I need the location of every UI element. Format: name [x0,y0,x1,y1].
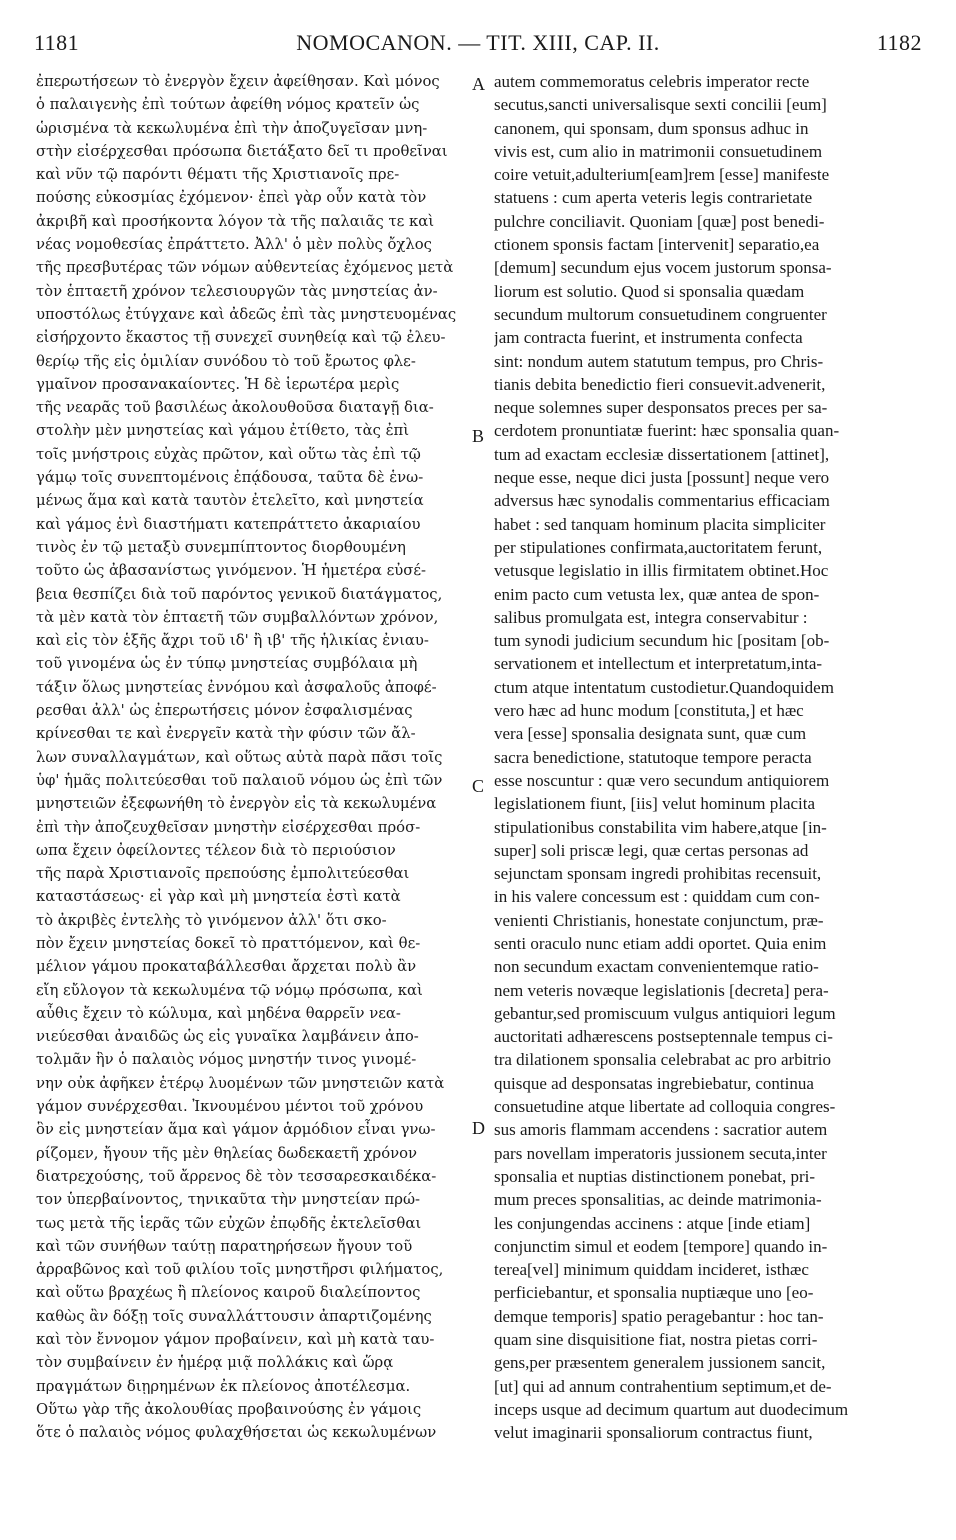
text-line: sponsalia et nuptias distinctionem ponebat, pri- [494,1166,816,1186]
text-line: tra dilationem sponsalia celebrabat ac pro arbitrio [494,1050,832,1070]
text-line: in his valere concessum est : quiddam cum con- [494,887,820,907]
text-line: καὶ τὸν ἔννομον γάμον προβαίνειν, καὶ μὴ κατὰ ταυ- [36,1331,435,1349]
text-line: non secundum exactam convenientemque ratio- [494,957,819,977]
text-line: tum synodi judicium secundum hic [positam [ob- [494,631,830,651]
text-line: pulchre conciliavit. Quoniam [quæ] post benedi- [494,211,825,231]
text-line: [ut] qui ad annum contrahentium septimum,et de- [494,1376,832,1396]
text-line: καὶ εἰς τὸν ἑξῆς ἄχρι τοῦ ιδ' ἢ ιβ' τῆς ἡλικίας ἐνιαυ- [36,632,429,650]
text-line: τῆς παρὰ Χριστιανοῖς πρεπούσης ἐμπολιτεύεσθαι [36,865,410,883]
text-line: καὶ τῶν συνήθων ταύτῃ παρατηρήσεων ἤγουν τοῦ [36,1237,413,1255]
greek-text-column [36,70,466,1445]
text-line: λων συναλλαγμάτων, καὶ οὕτως αὐτὰ παρὰ πᾶσι τοῖς [36,748,443,766]
text-line: ρεσθαι ἀλλ' ὡς ἐπερωτήσεις μόνον ἐσφαλισμένας [36,702,413,720]
text-line: τοῦτο ὡς ἀβασανίστως γινόμενον. Ἡ ἡμετέρα εὐσέ- [36,562,427,580]
text-line: sint: nondum autem statutum tempus, pro Chris- [494,351,824,371]
text-line: τῆς πρεσβυτέρας τῶν νόμων αὐθεντείας ἐχόμενος μετὰ [36,259,454,277]
text-line: gens,per præsentem generalem jussionem sancit, [494,1353,826,1373]
text-line: super] soli priscæ legi, quæ certas personas ad [494,840,809,860]
text-line: πραγμάτων διῃρημένων ἐκ πλείονος ἀποτέλεσμα. [36,1377,411,1395]
text-line: quisque ad desponsatas ingrebiebatur, continua [494,1073,814,1093]
section-marker-c: C [472,776,485,796]
section-marker-d: D [472,1118,485,1138]
text-line: τὰ μὲν κατὰ τὸν ἑπταετῆ τῶν συμβαλλόντων χρόνον, [36,608,439,626]
text-line: ὁ παλαιγενὴς ἐπὶ τούτων ἀφείθη νόμος κρατεῖν ὡς [36,96,420,114]
text-line: salibus promulgata est, integra conservabitur : [494,607,808,627]
text-line: ὑφ' ἡμᾶς πολιτεύεσθαι τοῦ παλαιοῦ νόμου ὡς ἐπὶ τῶν [36,771,443,789]
text-line: νιεύεσθαι ἀναιδῶς ὡς εἰς γυναῖκα λαμβάνειν ἀπο- [36,1028,419,1046]
text-line: adversus hæc synodalis commentarius efficaciam [494,491,830,511]
text-line: μνηστειῶν ἐξεφωνήθη τὸ ἐνεργὸν εἰς τὰ κεκωλυμένα [36,795,437,813]
text-line: tianis debita benedictio fieri consuevit.advenerit, [494,374,826,394]
text-line: γάμον συνέρχεσθαι. Ἰκνουμένου μέντοι τοῦ χρόνου [36,1098,424,1116]
text-line: κρίνεσθαι τε καὶ ἐνεργεῖν κατὰ τὴν φύσιν τῶν ἄλ- [36,725,416,743]
text-line: βεια θεσπίζει διὰ τοῦ παρόντος γενικοῦ διατάγματος, [36,585,443,603]
text-line: [demum] secundum ejus vocem justorum sponsa- [494,258,832,278]
text-line: νέας νομοθεσίας ἐπράττετο. Ἀλλ' ὁ μὲν πολὺς ὄχλος [36,236,432,254]
text-line: conjunctim simul et eodem [tempore] quando in- [494,1236,828,1256]
text-line: τως μετὰ τῆς ἱερᾶς τῶν εὐχῶν ἐπῳδῆς ἐκτελεῖσθαι [36,1214,422,1232]
text-line: cerdotem pronuntiatæ fuerint: hæc sponsalia quan- [494,421,840,441]
text-line: ἐπὶ τὴν ἀποζευχθεῖσαν μνηστὴν εἰσέρχεσθαι πρόσ- [36,818,421,836]
text-line: ὅτε ὁ παλαιὸς νόμος φυλαχθήσεται ὡς κεκωλυμένων [36,1424,437,1442]
text-line: μένως ἅμα καὶ κατὰ ταυτὸν ἐτελεῖτο, καὶ μνηστεία [36,492,424,510]
text-line: esse noscuntur : quæ vero secundum antiquiorem [494,770,830,790]
section-marker-a: A [472,74,485,94]
text-line: μέλιον γάμου προκαταβάλλεσθαι ἄρχεται πολὺ ἂν [36,958,417,976]
text-line: ἀκριβῆ καὶ προσήκοντα λόγον τὰ τῆς παλαιᾶς τε καὶ [36,212,435,230]
text-line: ἐπερωτήσεων τὸ ἐνεργὸν ἔχειν ἀφείθησαν. Καὶ μόνος [36,73,440,90]
text-line: τινὸς ἐν τῷ μεταξὺ συνεμπίπτοντος διορθουμένη [36,538,406,556]
text-line: ἀρραβῶνος καὶ τοῦ φιλίου τοῖς μνηστῆρσι φιλήματος, [36,1261,444,1279]
text-line: καὶ νῦν τῷ παρόντι θέματι τῆς Χριστιανοῖς πρε- [36,166,400,184]
text-line: neque esse, neque dici justa [possunt] neque vero [494,468,830,488]
text-line: venienti Christianis, honestate conjunctum, præ- [494,910,824,930]
text-line: καὶ γάμος ἑνὶ διαστήματι κατεπράττετο ἀκαριαίου [36,515,421,533]
text-line: τάξιν ὅλως μνηστείας ἐννόμου καὶ ἀσφαλοῦς ἀποφέ- [36,678,437,696]
text-line: τοῦ γινομένα ὡς ἐν τύπῳ μνηστείας συμβόλαια μὴ [36,655,418,673]
text-line: demque temporis] spatio peragebantur : hoc tan- [494,1306,824,1326]
text-line: τον ὑπερβαίνοντος, τηνικαῦτα τὴν μνηστείαν πρώ- [36,1191,421,1209]
text-line: habet : sed tanquam hominum placita simpliciter [494,514,826,534]
text-line: τὸν ἑπταετῆ χρόνον τελεσιουργῶν τὰς μνηστείας ἀν- [36,282,438,300]
text-line: καθὼς ἂν δόξῃ τοῖς συναλλάττουσιν ἀπαρτιζομένης [36,1307,432,1325]
text-line: inceps usque ad decimum quartum aut duodecimum [494,1399,849,1419]
text-line: quam sine disquisitione fiat, nostra pietas corri- [494,1330,818,1350]
text-line: secundum multorum consuetudinem congruenter [494,304,827,324]
text-line: secutus,sancti universalisque sexti concilii [eum] [494,95,827,115]
text-line: vera [esse] sponsalia designata sunt, quæ cum [494,724,807,744]
text-line: sacra benedictione, statutoque tempore peracta [494,747,812,767]
text-line: perficiebantur, et sponsalia nuptiæque uno [eo- [494,1283,814,1303]
text-line: εἰσήρχοντο ἕκαστος τῇ συνεχεῖ συνηθείᾳ καὶ τῷ ἐλευ- [36,329,446,347]
text-line: ὡρισμένα τὰ κεκωλυμένα ἐπὶ τὴν ἀποζυγεῖσαν μνη- [36,119,428,137]
text-line: sejunctam sponsam ingredi prohibitas recensuit, [494,864,822,884]
text-line: pars novellam imperatoris jussionem secuta,inter [494,1143,827,1163]
text-line: Οὕτω γὰρ τῆς ἀκολουθίας προβαινούσης ἐν γάμοις [36,1400,422,1418]
text-line: auctoritati adhærescens postseptennale tempus ci- [494,1027,833,1047]
text-line: mum preces sponsalitias, ac deinde matrimonia- [494,1190,822,1210]
text-line: υποστόλως ἐτύγχανε καὶ ἀδεῶς ἐπὶ τὰς μνηστευομένας [36,305,457,323]
left-page-number: 1181 [34,30,80,55]
text-line: πούσης εὐκοσμίας ἐχόμενον· ἐπεὶ γὰρ οὖν κατὰ τὸν [36,189,427,207]
latin-text-column [494,70,924,1445]
right-page-number: 1182 [876,30,922,55]
text-line: ὃν εἰς μνηστείαν ἅμα καὶ γάμον ἁρμόδιον εἶναι γνω- [36,1121,436,1139]
text-line: στὴν εἰσέρχεσθαι πρόσωπα διετάξατο δεῖ τι προθεῖναι [36,142,448,160]
text-line: ctum atque intentatum custodietur.Quandoquidem [494,677,834,697]
text-line: jam contracta fuerint, et instrumenta confecta [494,328,803,348]
text-line: nem veteris novæque legislationis [decreta] pera- [494,980,829,1000]
text-line: gebantur,sed promiscuum vulgus antiquiori legum [494,1003,836,1023]
text-line: servationem et intellectum et interpretatum,inta- [494,654,823,674]
text-line: τολμᾶν ἣν ὁ παλαιὸς νόμος μνηστήν τινος γινομέ- [36,1051,417,1069]
text-line: tum ad exactam ecclesiæ dissertationem [attinet], [494,444,830,464]
text-line: ctionem sponsis factam [intervenit] separatio,ea [494,235,820,255]
text-line: γάμῳ τοῖς συνεπτομένοις ἐπᾴδουσα, ταῦτα δὲ ἑνω- [36,469,424,487]
text-line: τὸ ἀκριβὲς ἐντελὴς τὸ γινόμενον ἀλλ' ὅτι σκο- [36,911,387,929]
text-line: διατρεχούσης, τοῦ ἄρρενος δὲ τὸν τεσσαρεσκαιδέκα- [36,1167,437,1185]
text-line: legislationem fiunt, [iis] velut hominum placita [494,794,816,814]
text-line: coire vetuit,adulterium[eam]rem [esse] manifeste [494,165,830,185]
text-line: neque solemnes super desponsatos preces per sa- [494,398,828,418]
text-line: πὸν ἔχειν μνηστείας δοκεῖ τὸ πραττόμενον, καὶ θε- [36,934,421,952]
text-line: terea[vel] minimum quiddam incideret, isthæc [494,1260,809,1280]
text-line: consuetudine atque libertate ad colloquia congres- [494,1097,836,1117]
text-line: canonem, qui sponsam, dum sponsus adhuc in [494,118,809,138]
text-line: τῆς νεαρᾶς τοῦ βασιλέως ἀκολουθοῦσα διαταγῇ δια- [36,399,434,417]
text-line: στολὴν μὲν μνηστείας καὶ γάμου ἐτίθετο, τὰς ἐπὶ [36,422,410,440]
text-line: liorum est solutio. Quod si sponsalia quædam [494,281,805,301]
text-line: εἴη εὔλογον τὰ κεκωλυμένα τῷ νόμῳ πρόσωπα, καὶ [36,981,423,999]
text-line: τοῖς μνήστροις εὐχὰς πρῶτον, καὶ οὕτω τὰς ἐπὶ τῷ [36,445,421,463]
text-line: καὶ οὕτω βραχέως ἢ πλείονος καιροῦ διαλείποντος [36,1284,421,1302]
text-line: les conjungendas accinens : atque [inde etiam] [494,1213,811,1233]
text-line: αὖθις ἔχειν τὸ κώλυμα, καὶ μηδένα θαρρεῖν νεα- [36,1004,401,1022]
text-line: νην οὐκ ἀφῆκεν ἑτέρῳ λυομένων τῶν μνηστειῶν κατὰ [36,1074,445,1092]
text-line: sus amoris flammam accendens : sacratior autem [494,1120,828,1140]
text-line: καταστάσεως· εἰ γὰρ καὶ μὴ μνηστεία ἐστὶ κατὰ [36,888,401,906]
text-line: ωπα ἔχειν ὀφείλοντες τέλεον διὰ τὸ περιούσιον [36,841,396,859]
text-line: stipulationibus constabilita vim habere,atque [in- [494,817,827,837]
text-line: autem commemoratus celebris imperator recte [494,72,810,91]
text-line: τὸν συμβαίνειν ἐν ἡμέρᾳ μιᾷ πολλάκις καὶ ὥρᾳ [36,1354,394,1372]
text-line: statuens : cum aperta veteris legis contrarietate [494,188,813,208]
text-line: enim pacto cum vetusta lex, quæ antea de spon- [494,584,820,604]
text-line: vetusque legislatio in illis firmitatem obtinet.Hoc [494,561,829,581]
text-line: senti oraculo nunc etiam addi oportet. Quia enim [494,933,827,953]
running-header [34,30,922,60]
text-line: γμαῖνον προσανακαίοντες. Ἡ δὲ ἱερωτέρα μερὶς [36,375,400,393]
text-line: vivis est, cum alio in matrimonii consuetudinem [494,141,823,161]
text-line: θερίῳ τῆς εἰς ὁμιλίαν συνόδου τὸ τοῦ ἔρωτος φλε- [36,352,416,370]
text-line: per stipulationes confirmata,auctoritatem ferunt, [494,537,823,557]
text-line: vero hæc ad hunc modum [constituta,] et hæc [494,701,804,721]
text-line: ρίζομεν, ἤγουν τῆς μὲν θηλείας δωδεκαετῆ χρόνον [36,1144,418,1162]
running-title: NOMOCANON. — TIT. XIII, CAP. II. [296,30,660,55]
text-line: velut imaginarii sponsaliorum contractus fiunt, [494,1423,813,1443]
section-marker-b: B [472,426,485,446]
